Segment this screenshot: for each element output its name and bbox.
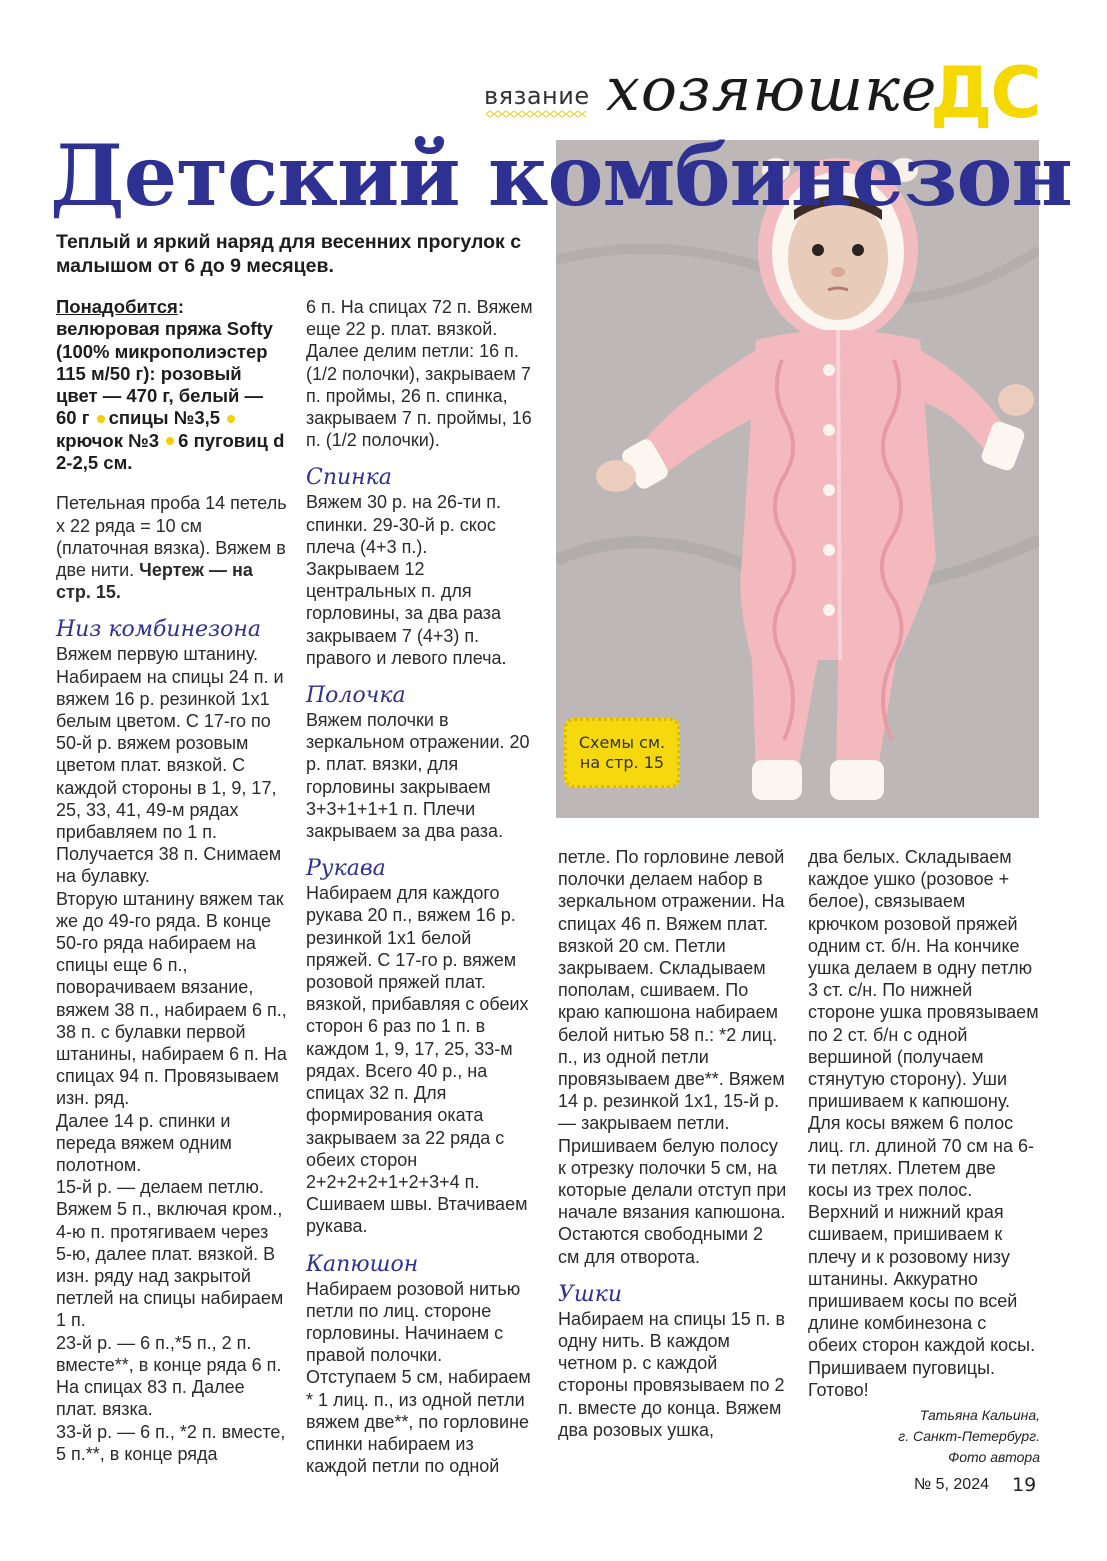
schemes-callout[interactable] xyxy=(564,718,680,788)
materials-yarn: : велюровая пряжа Softy (100% микрополиэстер 115 м/50 г): розовый цвет — 470 г, белый — 60 г xyxy=(56,296,273,429)
credits-block xyxy=(808,1405,1040,1468)
sleeves-paragraph-1: Набираем для каждого рукава 20 п., вяжем 16 р. резинкой 1х1 белой пряжей. С 17-го р. вяжем розовой пряжей плат. вязкой, прибавляя с обеих сторон 6 раз по 1 п. в каждом 1, 9, 17, 25, 33-м рядах. Всего 40 р., на спицах 32 п. Для формирования оката закрываем за 22 ряда с обеих сторон 2+2+2+2+1+2+3+4 п. Сшиваем швы. Втачиваем рукава. xyxy=(306,883,529,1237)
column-2 xyxy=(306,296,536,1478)
bottom-paragraph-5: 23-й р. — 6 п.,*5 п., 2 п. вместе**, в конце ряда 6 п. На спицах 83 п. Далее плат. вязка. xyxy=(56,1332,282,1420)
column-1 xyxy=(56,296,288,1465)
hood-paragraph-1: Набираем розовой нитью петли по лиц. стороне горловины. Начинаем с правой полочки. Отступаем 5 см, набираем * 1 лиц. п., из одной петли вяжем две**, по горловине спинки набираем из каждой петли по одной xyxy=(306,1278,531,1477)
bullet-dot-icon xyxy=(166,437,174,445)
bottom-paragraph-6-start: 33-й р. — 6 п., *2 п. вместе, 5 п.**, в конце ряда xyxy=(56,1421,286,1464)
ears-paragraph-2: Для косы вяжем 6 полос лиц. гл. длиной 70 см на 6-ти петлях. Плетем две косы из трех полос. Верхний и нижний края сшиваем, пришиваем к плечу и к розовому низу штанины. Аккуратно пришиваем косы по всей длине комбинезона с обеих сторон каждой косы. Пришиваем пуговицы. Готово! xyxy=(808,1113,1036,1400)
credit-city: г. Санкт-Петербург. xyxy=(898,1428,1040,1445)
bullet-dot-icon xyxy=(97,415,105,423)
back-paragraph-2: Закрываем 12 центральных п. для горловины, за два раза закрываем 7 (4+3) п. правого и левого плеча. xyxy=(306,559,507,668)
back-paragraph-1: Вяжем 30 р. на 26-ти п. спинки. 29-30-й р. скос плеча (4+3 п.). xyxy=(306,492,502,557)
credit-photo: Фото автора xyxy=(948,1449,1040,1466)
column-3 xyxy=(558,846,788,1442)
bottom-paragraph-3: Далее 14 р. спинки и переда вяжем одним полотном. xyxy=(56,1110,232,1176)
ears-paragraph-cont: два белых. Складываем каждое ушко (розовое + белое), связываем крючком розовой пряжей одним ст. б/н. На кончике ушка делаем в одну петлю 3 ст. с/н. По нижней стороне ушка провязываем по 2 ст. б/н с одной вершиной (получаем стянутую сторону). Уши пришиваем к капюшону. xyxy=(808,847,1039,1112)
gauge-paragraph xyxy=(56,492,288,603)
materials-label: Понадобится xyxy=(56,296,178,317)
section-label: вязание xyxy=(484,82,590,110)
hood-paragraph-cont: петле. По горловине левой полочки делаем набор в зеркальном отражении. На спицах 46 п. Вяжем плат. вязкой 20 см. Петли закрываем. Складываем пополам, сшиваем. По краю капюшона набираем белой нитью 58 п.: *2 лиц. п., из одной петли провязываем две**. Вяжем 14 р. резинкой 1х1, 15-й р. — закрываем петли. Пришиваем белую полосу к отрезку полочки 5 см, на которые делали отступ при начале вязания капюшона. Остаются свободными 2 см для отворота. xyxy=(558,847,787,1267)
materials-buttons: 6 пуговиц d 2-2,5 см. xyxy=(56,429,285,474)
issue-number: № 5, 2024 xyxy=(914,1476,989,1493)
callout-line-2: на стр. 15 xyxy=(579,753,665,772)
materials-block xyxy=(56,296,288,474)
bottom-paragraph-7: Далее делим петли: 16 п. (1/2 полочки), закрываем 7 п. проймы, 26 п. спинка, закрываем 7 п. проймы, 16 п. (1/2 полочки). xyxy=(306,341,532,451)
heading-hood: Капюшон xyxy=(306,1251,419,1277)
heading-front: Полочка xyxy=(306,683,406,709)
ears-paragraph-1: Набираем на спицы 15 п. в одну нить. В каждом четном р. с каждой стороны провязываем по 2 п. вместе до конца. Вяжем два розовых ушка, xyxy=(558,1308,786,1440)
bullet-dot-icon xyxy=(227,415,235,423)
gauge-text: Петельная проба 14 петель х 22 ряда = 10 см (платочная вязка). Вяжем в две нити. xyxy=(56,493,287,580)
materials-hook: крючок №3 xyxy=(56,429,160,451)
callout-line-1: Схемы см. xyxy=(578,733,666,752)
bottom-paragraph-2: Вторую штанину вяжем так же до 49-го ряда. В конце 50-го ряда набираем на спицы еще 6 п., поворачиваем вязание, вяжем 38 п., набираем 6 п., 38 п. с булавки первой штанины, набираем 6 п. На спицах 94 п. Провязываем изн. ряд. xyxy=(56,888,287,1109)
heading-sleeves: Рукава xyxy=(306,856,386,882)
magazine-logo: ДС xyxy=(930,52,1040,134)
heading-bottom: Низ комбинезона xyxy=(56,617,261,643)
credit-author: Татьяна Кальина, xyxy=(919,1407,1040,1424)
bottom-paragraph-6-cont: 6 п. На спицах 72 п. Вяжем еще 22 р. плат. вязкой. xyxy=(306,297,533,340)
gauge-chart-ref: Чертеж — на стр. 15. xyxy=(56,559,253,603)
baby-jumpsuit-photo xyxy=(556,140,1039,818)
materials-needles: спицы №3,5 xyxy=(108,407,221,429)
column-4 xyxy=(808,846,1040,1468)
bottom-paragraph-1: Вяжем первую штанину. Набираем на спицы 24 п. и вяжем 16 р. резинкой 1х1 белым цветом. С 17-го по 50-й р. вяжем розовым цветом плат. вязкой. С каждой стороны в 1, 9, 17, 25, 33, 41, 49-м рядах прибавляем по 1 п. Получается 38 п. Снимаем на булавку. xyxy=(56,644,284,887)
front-paragraph-1: Вяжем полочки в зеркальном отражении. 20 р. плат. вязки, для горловины закрываем 3+3+1+1+1 п. Плечи закрываем за два раза. xyxy=(306,710,530,842)
heading-ears: Ушки xyxy=(558,1281,623,1307)
article-lead: Теплый и яркий наряд для весенних прогулок с малышом от 6 до 9 месяцев. xyxy=(56,231,522,277)
zigzag-ornament xyxy=(486,110,586,118)
heading-back: Спинка xyxy=(306,465,392,491)
article-title: Детский комбинезон xyxy=(50,126,1072,225)
magazine-name: хозяюшке xyxy=(606,55,938,125)
page-number: 19 xyxy=(1012,1474,1037,1496)
bottom-paragraph-4: 15-й р. — делаем петлю. Вяжем 5 п., включая кром., 4-ю п. протягиваем через 5-ю, далее плат. вязкой. В изн. ряду над закрытой петлей на спицы набираем 1 п. xyxy=(56,1177,284,1331)
